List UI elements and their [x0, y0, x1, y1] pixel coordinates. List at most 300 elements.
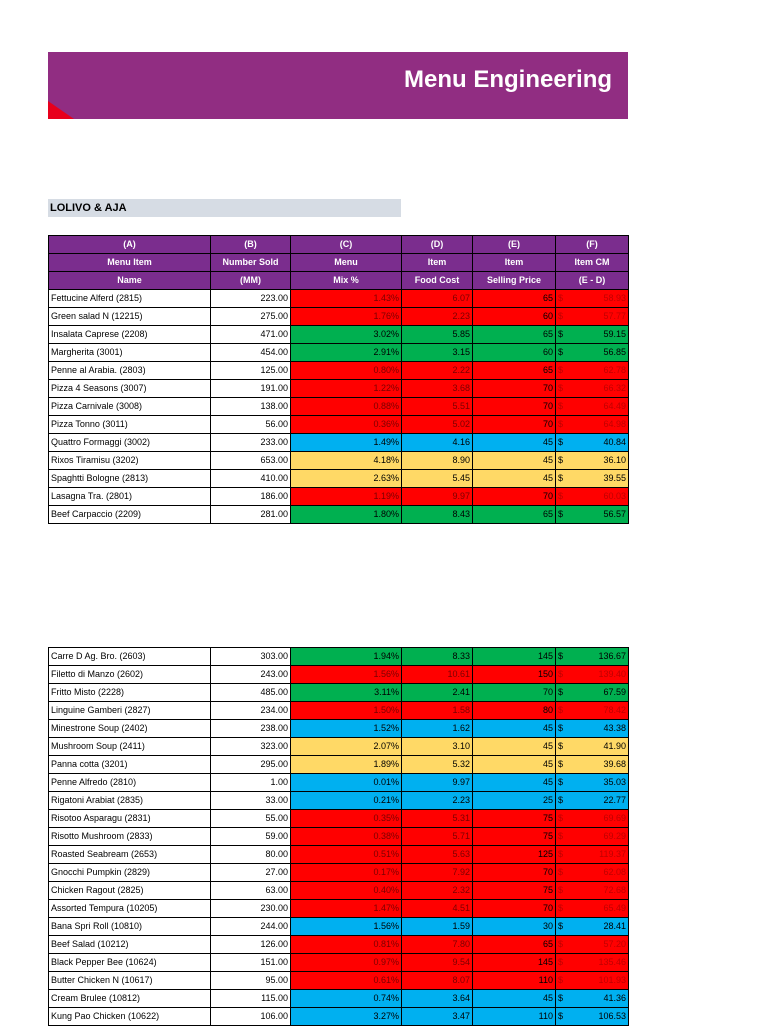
table-row [49, 864, 629, 882]
menu-item-name: Penne al Arabia. (2803) [49, 362, 211, 380]
menu-mix-percent: 0.17% [291, 864, 402, 882]
item-selling-price: 150 [473, 666, 556, 684]
item-selling-price: 45 [473, 738, 556, 756]
item-selling-price: 70 [473, 864, 556, 882]
item-food-cost: 5.31 [402, 810, 473, 828]
menu-item-name: Green salad N (12215) [49, 308, 211, 326]
item-cm-value: 69.29 [603, 831, 626, 841]
item-food-cost: 10.61 [402, 666, 473, 684]
item-cm-value: 60.03 [603, 491, 626, 501]
item-selling-price: 125 [473, 846, 556, 864]
table-row [49, 506, 629, 524]
table-row [49, 434, 629, 452]
currency-symbol: $ [558, 365, 564, 375]
menu-item-name: Fritto Misto (2228) [49, 684, 211, 702]
item-selling-price: 145 [473, 648, 556, 666]
item-selling-price: 70 [473, 684, 556, 702]
item-contribution-margin [556, 954, 629, 972]
menu-mix-percent: 1.47% [291, 900, 402, 918]
item-contribution-margin [556, 738, 629, 756]
item-cm-value: 56.85 [603, 347, 626, 357]
item-cm-value: 65.49 [603, 903, 626, 913]
item-cm-value: 59.15 [603, 329, 626, 339]
number-sold: 275.00 [211, 308, 291, 326]
item-cm-value: 58.93 [603, 293, 626, 303]
currency-symbol: $ [558, 939, 564, 949]
header-row [49, 254, 629, 272]
menu-mix-percent: 0.81% [291, 936, 402, 954]
header-row [49, 272, 629, 290]
title-banner [48, 52, 628, 119]
column-header-cell: (MM) [211, 272, 291, 290]
item-selling-price: 75 [473, 810, 556, 828]
item-cm-value: 66.32 [603, 383, 626, 393]
currency-symbol: $ [558, 813, 564, 823]
number-sold: 234.00 [211, 702, 291, 720]
item-selling-price: 110 [473, 972, 556, 990]
item-contribution-margin [556, 452, 629, 470]
currency-symbol: $ [558, 509, 564, 519]
item-contribution-margin [556, 416, 629, 434]
item-selling-price: 145 [473, 954, 556, 972]
column-header-cell: Item [473, 254, 556, 272]
number-sold: 303.00 [211, 648, 291, 666]
table-row [49, 702, 629, 720]
menu-mix-percent: 2.91% [291, 344, 402, 362]
table-row [49, 756, 629, 774]
menu-item-name: Rigatoni Arabiat (2835) [49, 792, 211, 810]
menu-item-name: Panna cotta (3201) [49, 756, 211, 774]
item-food-cost: 2.23 [402, 308, 473, 326]
item-selling-price: 45 [473, 990, 556, 1008]
item-cm-value: 62.78 [603, 365, 626, 375]
item-food-cost: 3.10 [402, 738, 473, 756]
item-food-cost: 3.68 [402, 380, 473, 398]
item-cm-value: 56.57 [603, 509, 626, 519]
banner-corner-accent [48, 101, 74, 119]
item-food-cost: 4.51 [402, 900, 473, 918]
item-cm-value: 72.68 [603, 885, 626, 895]
column-header-cell: Menu Item [49, 254, 211, 272]
item-food-cost: 2.22 [402, 362, 473, 380]
item-contribution-margin [556, 666, 629, 684]
item-food-cost: 8.07 [402, 972, 473, 990]
table-row [49, 990, 629, 1008]
menu-table-2 [48, 647, 629, 1026]
number-sold: 323.00 [211, 738, 291, 756]
table-row [49, 362, 629, 380]
number-sold: 115.00 [211, 990, 291, 1008]
menu-item-name: Lasagna Tra. (2801) [49, 488, 211, 506]
column-header-cell: Menu [291, 254, 402, 272]
menu-mix-percent: 1.22% [291, 380, 402, 398]
currency-symbol: $ [558, 759, 564, 769]
menu-item-name: Gnocchi Pumpkin (2829) [49, 864, 211, 882]
menu-mix-percent: 4.18% [291, 452, 402, 470]
menu-item-name: Spaghtti Bologne (2813) [49, 470, 211, 488]
table-row [49, 738, 629, 756]
column-header-cell: Mix % [291, 272, 402, 290]
table-row [49, 666, 629, 684]
item-cm-value: 67.59 [603, 687, 626, 697]
currency-symbol: $ [558, 795, 564, 805]
menu-item-name: Butter Chicken N (10617) [49, 972, 211, 990]
table-row [49, 398, 629, 416]
table-row [49, 720, 629, 738]
number-sold: 138.00 [211, 398, 291, 416]
menu-mix-percent: 1.94% [291, 648, 402, 666]
currency-symbol: $ [558, 957, 564, 967]
item-food-cost: 4.16 [402, 434, 473, 452]
menu-mix-percent: 0.80% [291, 362, 402, 380]
menu-item-name: Fettucine Alferd (2815) [49, 290, 211, 308]
number-sold: 233.00 [211, 434, 291, 452]
menu-mix-percent: 1.43% [291, 290, 402, 308]
item-contribution-margin [556, 506, 629, 524]
menu-mix-percent: 1.89% [291, 756, 402, 774]
number-sold: 186.00 [211, 488, 291, 506]
table-row [49, 972, 629, 990]
item-selling-price: 45 [473, 452, 556, 470]
number-sold: 223.00 [211, 290, 291, 308]
item-food-cost: 8.43 [402, 506, 473, 524]
menu-mix-percent: 0.74% [291, 990, 402, 1008]
item-contribution-margin [556, 488, 629, 506]
menu-item-name: Beef Carpaccio (2209) [49, 506, 211, 524]
item-contribution-margin [556, 792, 629, 810]
table-row [49, 882, 629, 900]
number-sold: 125.00 [211, 362, 291, 380]
column-header-cell: (C) [291, 236, 402, 254]
table-row [49, 416, 629, 434]
menu-mix-percent: 1.50% [291, 702, 402, 720]
number-sold: 151.00 [211, 954, 291, 972]
item-cm-value: 64.98 [603, 419, 626, 429]
number-sold: 410.00 [211, 470, 291, 488]
item-contribution-margin [556, 648, 629, 666]
item-food-cost: 2.32 [402, 882, 473, 900]
header-row [49, 236, 629, 254]
menu-mix-percent: 2.07% [291, 738, 402, 756]
table-row [49, 900, 629, 918]
item-selling-price: 45 [473, 434, 556, 452]
currency-symbol: $ [558, 885, 564, 895]
currency-symbol: $ [558, 867, 564, 877]
item-food-cost: 2.41 [402, 684, 473, 702]
item-selling-price: 75 [473, 882, 556, 900]
table-row [49, 792, 629, 810]
item-food-cost: 8.33 [402, 648, 473, 666]
item-cm-value: 41.36 [603, 993, 626, 1003]
number-sold: 55.00 [211, 810, 291, 828]
menu-mix-percent: 1.56% [291, 918, 402, 936]
column-header-cell: (D) [402, 236, 473, 254]
menu-mix-percent: 0.21% [291, 792, 402, 810]
item-contribution-margin [556, 756, 629, 774]
number-sold: 454.00 [211, 344, 291, 362]
page-title: Menu Engineering [404, 66, 613, 93]
number-sold: 653.00 [211, 452, 291, 470]
menu-mix-percent: 1.56% [291, 666, 402, 684]
item-food-cost: 7.80 [402, 936, 473, 954]
currency-symbol: $ [558, 455, 564, 465]
menu-item-name: Pizza Carnivale (3008) [49, 398, 211, 416]
item-selling-price: 110 [473, 1008, 556, 1026]
number-sold: 471.00 [211, 326, 291, 344]
item-contribution-margin [556, 398, 629, 416]
currency-symbol: $ [558, 401, 564, 411]
column-header-cell: Item CM [556, 254, 629, 272]
table-row [49, 488, 629, 506]
currency-symbol: $ [558, 491, 564, 501]
item-cm-value: 139.40 [598, 669, 626, 679]
menu-item-name: Pizza Tonno (3011) [49, 416, 211, 434]
table-row [49, 308, 629, 326]
menu-item-name: Black Pepper Bee (10624) [49, 954, 211, 972]
menu-table-1 [48, 235, 629, 524]
item-food-cost: 9.54 [402, 954, 473, 972]
item-contribution-margin [556, 362, 629, 380]
number-sold: 244.00 [211, 918, 291, 936]
item-contribution-margin [556, 828, 629, 846]
item-food-cost: 5.71 [402, 828, 473, 846]
table-row [49, 290, 629, 308]
number-sold: 106.00 [211, 1008, 291, 1026]
item-contribution-margin [556, 326, 629, 344]
currency-symbol: $ [558, 329, 564, 339]
item-cm-value: 78.42 [603, 705, 626, 715]
item-cm-value: 36.10 [603, 455, 626, 465]
menu-item-name: Pizza 4 Seasons (3007) [49, 380, 211, 398]
menu-item-name: Mushroom Soup (2411) [49, 738, 211, 756]
item-food-cost: 3.64 [402, 990, 473, 1008]
table-row [49, 918, 629, 936]
section-label: LOLIVO & AJA [48, 199, 401, 217]
number-sold: 56.00 [211, 416, 291, 434]
item-contribution-margin [556, 684, 629, 702]
menu-item-name: Linguine Gamberi (2827) [49, 702, 211, 720]
menu-mix-percent: 0.01% [291, 774, 402, 792]
item-selling-price: 45 [473, 774, 556, 792]
menu-item-name: Carre D Ag. Bro. (2603) [49, 648, 211, 666]
item-selling-price: 45 [473, 756, 556, 774]
item-contribution-margin [556, 702, 629, 720]
item-contribution-margin [556, 900, 629, 918]
item-selling-price: 45 [473, 720, 556, 738]
item-cm-value: 39.55 [603, 473, 626, 483]
currency-symbol: $ [558, 473, 564, 483]
column-header-cell: (E) [473, 236, 556, 254]
menu-mix-percent: 0.36% [291, 416, 402, 434]
table-row [49, 936, 629, 954]
table-row [49, 326, 629, 344]
currency-symbol: $ [558, 831, 564, 841]
number-sold: 63.00 [211, 882, 291, 900]
currency-symbol: $ [558, 437, 564, 447]
item-contribution-margin [556, 972, 629, 990]
item-contribution-margin [556, 720, 629, 738]
item-selling-price: 60 [473, 308, 556, 326]
item-cm-value: 57.77 [603, 311, 626, 321]
item-selling-price: 70 [473, 416, 556, 434]
currency-symbol: $ [558, 1011, 564, 1021]
number-sold: 1.00 [211, 774, 291, 792]
currency-symbol: $ [558, 903, 564, 913]
menu-item-name: Insalata Caprese (2208) [49, 326, 211, 344]
menu-item-name: Cream Brulee (10812) [49, 990, 211, 1008]
item-contribution-margin [556, 308, 629, 326]
table-row [49, 828, 629, 846]
item-food-cost: 9.97 [402, 488, 473, 506]
table-row [49, 954, 629, 972]
item-contribution-margin [556, 774, 629, 792]
currency-symbol: $ [558, 669, 564, 679]
menu-mix-percent: 0.61% [291, 972, 402, 990]
item-cm-value: 136.67 [598, 651, 626, 661]
column-header-cell: Food Cost [402, 272, 473, 290]
item-contribution-margin [556, 470, 629, 488]
item-food-cost: 3.15 [402, 344, 473, 362]
item-cm-value: 101.93 [598, 975, 626, 985]
menu-mix-percent: 0.51% [291, 846, 402, 864]
item-contribution-margin [556, 380, 629, 398]
menu-mix-percent: 0.35% [291, 810, 402, 828]
item-contribution-margin [556, 846, 629, 864]
currency-symbol: $ [558, 975, 564, 985]
menu-item-name: Minestrone Soup (2402) [49, 720, 211, 738]
currency-symbol: $ [558, 687, 564, 697]
number-sold: 485.00 [211, 684, 291, 702]
menu-mix-percent: 2.63% [291, 470, 402, 488]
menu-item-name: Penne Alfredo (2810) [49, 774, 211, 792]
item-selling-price: 80 [473, 702, 556, 720]
item-contribution-margin [556, 882, 629, 900]
number-sold: 281.00 [211, 506, 291, 524]
menu-mix-percent: 1.80% [291, 506, 402, 524]
number-sold: 191.00 [211, 380, 291, 398]
menu-item-name: Bana Spri Roll (10810) [49, 918, 211, 936]
item-food-cost: 2.23 [402, 792, 473, 810]
currency-symbol: $ [558, 705, 564, 715]
table-row [49, 380, 629, 398]
item-food-cost: 5.32 [402, 756, 473, 774]
item-selling-price: 45 [473, 470, 556, 488]
item-cm-value: 35.03 [603, 777, 626, 787]
currency-symbol: $ [558, 419, 564, 429]
column-header-cell: (B) [211, 236, 291, 254]
item-selling-price: 70 [473, 398, 556, 416]
column-header-cell: Selling Price [473, 272, 556, 290]
item-contribution-margin [556, 864, 629, 882]
menu-mix-percent: 0.38% [291, 828, 402, 846]
table-row [49, 648, 629, 666]
item-contribution-margin [556, 918, 629, 936]
item-contribution-margin [556, 990, 629, 1008]
item-selling-price: 65 [473, 936, 556, 954]
table-row [49, 846, 629, 864]
currency-symbol: $ [558, 383, 564, 393]
column-header-cell: Item [402, 254, 473, 272]
item-cm-value: 135.46 [598, 957, 626, 967]
item-cm-value: 57.20 [603, 939, 626, 949]
item-cm-value: 69.69 [603, 813, 626, 823]
item-food-cost: 5.45 [402, 470, 473, 488]
menu-item-name: Risotto Mushroom (2833) [49, 828, 211, 846]
item-food-cost: 5.51 [402, 398, 473, 416]
currency-symbol: $ [558, 921, 564, 931]
menu-mix-percent: 1.76% [291, 308, 402, 326]
column-header-cell: Number Sold [211, 254, 291, 272]
item-selling-price: 30 [473, 918, 556, 936]
item-cm-value: 39.68 [603, 759, 626, 769]
menu-mix-percent: 3.11% [291, 684, 402, 702]
menu-mix-percent: 1.49% [291, 434, 402, 452]
item-food-cost: 8.90 [402, 452, 473, 470]
table-row [49, 344, 629, 362]
number-sold: 59.00 [211, 828, 291, 846]
item-cm-value: 106.53 [598, 1011, 626, 1021]
item-selling-price: 75 [473, 828, 556, 846]
item-selling-price: 65 [473, 290, 556, 308]
number-sold: 230.00 [211, 900, 291, 918]
item-cm-value: 22.77 [603, 795, 626, 805]
currency-symbol: $ [558, 651, 564, 661]
menu-item-name: Beef Salad (10212) [49, 936, 211, 954]
number-sold: 295.00 [211, 756, 291, 774]
column-header-cell: (F) [556, 236, 629, 254]
item-contribution-margin [556, 1008, 629, 1026]
table-row [49, 470, 629, 488]
item-selling-price: 65 [473, 326, 556, 344]
currency-symbol: $ [558, 777, 564, 787]
item-selling-price: 70 [473, 380, 556, 398]
item-food-cost: 1.58 [402, 702, 473, 720]
item-food-cost: 5.63 [402, 846, 473, 864]
currency-symbol: $ [558, 741, 564, 751]
item-food-cost: 1.62 [402, 720, 473, 738]
number-sold: 243.00 [211, 666, 291, 684]
item-selling-price: 60 [473, 344, 556, 362]
menu-item-name: Kung Pao Chicken (10622) [49, 1008, 211, 1026]
item-cm-value: 40.84 [603, 437, 626, 447]
column-header-cell: (A) [49, 236, 211, 254]
menu-item-name: Chicken Ragout (2825) [49, 882, 211, 900]
number-sold: 80.00 [211, 846, 291, 864]
menu-item-name: Risotoo Asparagu (2831) [49, 810, 211, 828]
number-sold: 33.00 [211, 792, 291, 810]
menu-item-name: Assorted Tempura (10205) [49, 900, 211, 918]
item-cm-value: 41.90 [603, 741, 626, 751]
table-row [49, 452, 629, 470]
menu-mix-percent: 1.52% [291, 720, 402, 738]
item-selling-price: 70 [473, 488, 556, 506]
menu-mix-percent: 1.19% [291, 488, 402, 506]
number-sold: 238.00 [211, 720, 291, 738]
item-cm-value: 64.49 [603, 401, 626, 411]
item-food-cost: 5.02 [402, 416, 473, 434]
menu-item-name: Rixos Tiramisu (3202) [49, 452, 211, 470]
item-contribution-margin [556, 810, 629, 828]
table-row [49, 684, 629, 702]
item-food-cost: 9.97 [402, 774, 473, 792]
item-contribution-margin [556, 936, 629, 954]
menu-mix-percent: 0.97% [291, 954, 402, 972]
table-row [49, 1008, 629, 1026]
column-header-cell: Name [49, 272, 211, 290]
number-sold: 27.00 [211, 864, 291, 882]
item-selling-price: 65 [473, 506, 556, 524]
menu-item-name: Quattro Formaggi (3002) [49, 434, 211, 452]
